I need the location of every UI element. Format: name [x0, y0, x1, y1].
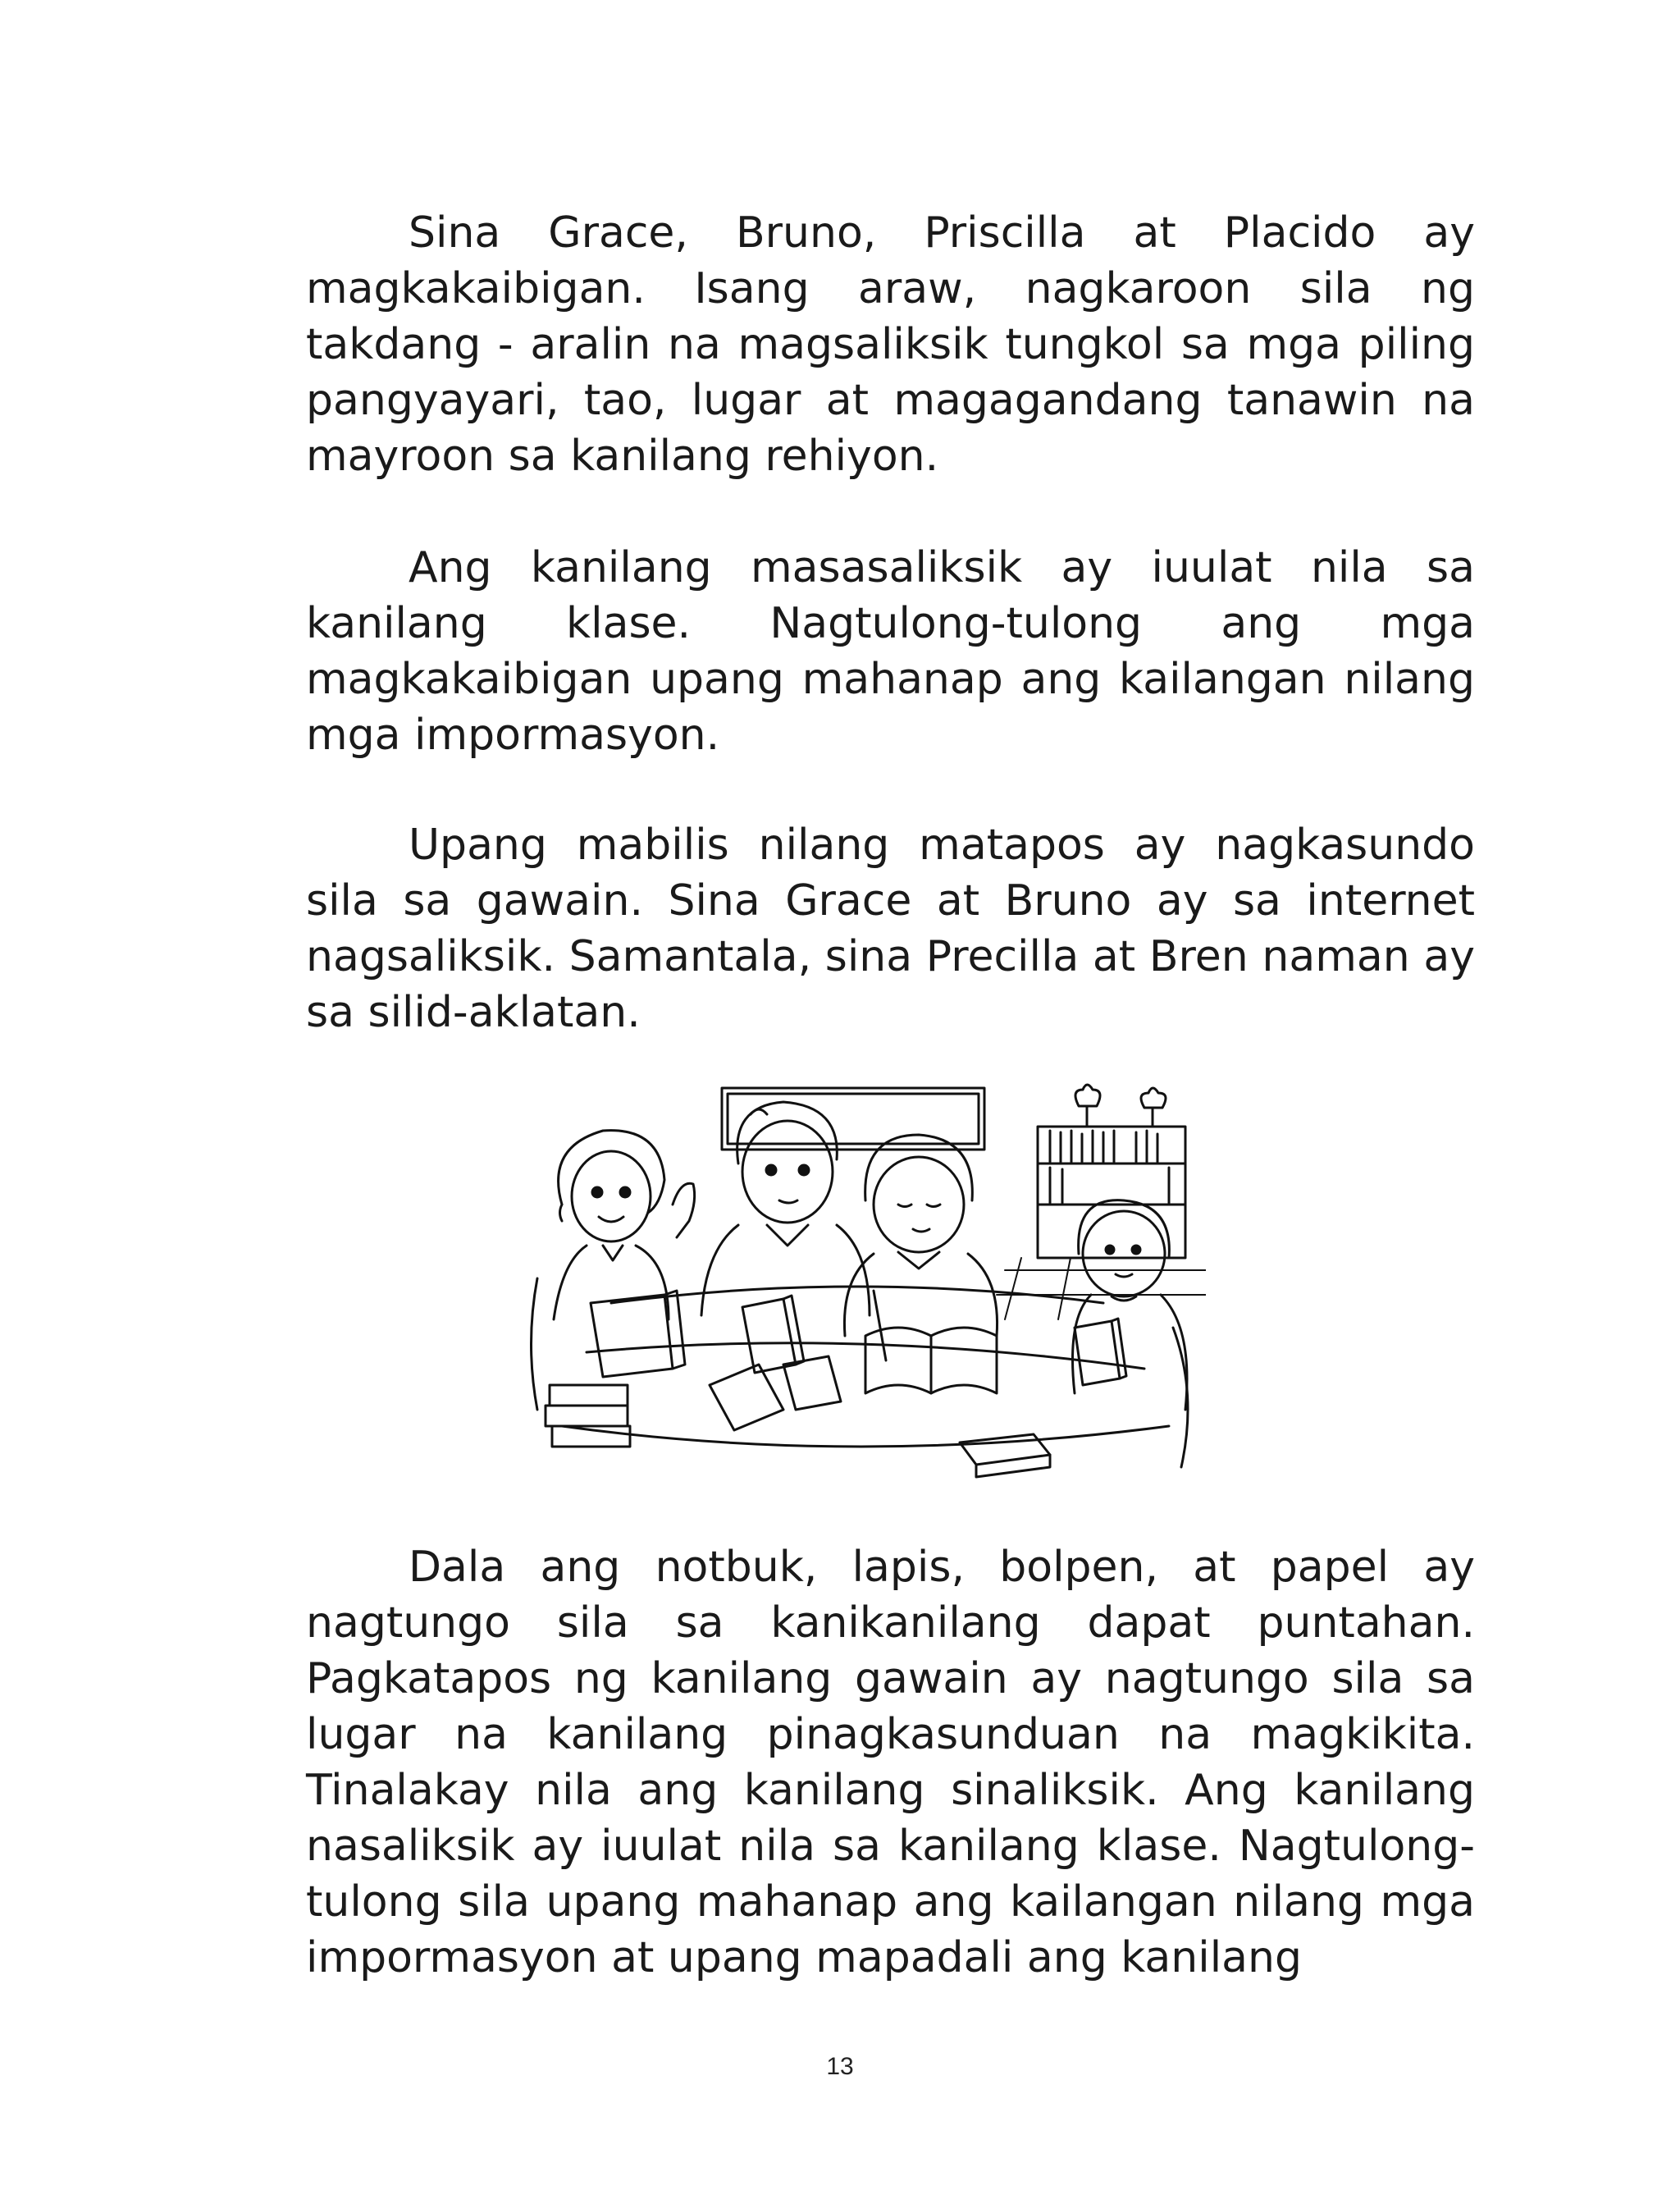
paragraph-4: Dala ang notbuk, lapis, bolpen, at papel ay nagtungo sila sa kanikanilang dapat puntahan. Pagkatapos ng kanilang gawain ay nagtungo sila sa lugar na kanilang pinagkasunduan na magkikita. Tinalakay nila ang kanilang sinaliksik. Ang kanilang nasaliksik ay iuulat nila sa kanilang klase. Nagtulong-tulong sila upang mahanap ang kailangan nilang mga impormasyon at upang mapadali ang kanilang [306, 1543, 1475, 1982]
book-center-drawing [742, 1296, 804, 1373]
paragraph-1: Sina Grace, Bruno, Priscilla at Placido ay magkakaibigan. Isang araw, nagkaroon sila ng takdang - aralin na magsaliksik tungkol sa mga piling pangyayari, tao, lugar at magagandang tanawin na mayroon sa kanilang rehiyon. [306, 208, 1475, 481]
child-girl-writing-drawing [844, 1135, 997, 1360]
book-stack-drawing [546, 1385, 630, 1447]
book-left-drawing [591, 1291, 685, 1377]
book-right-drawing [1075, 1319, 1126, 1385]
paragraph-3: Upang mabilis nilang matapos ay nagkasundo sila sa gawain. Sina Grace at Bruno ay sa internet nagsaliksik. Samantala, sina Precilla at Bren naman ay sa silid-aklatan. [306, 821, 1475, 1037]
paragraph-2: Ang kanilang masasaliksik ay iuulat nila sa kanilang klase. Nagtulong-tulong ang mga magkakaibigan upang mahanap ang kailangan nilang mga impormasyon. [306, 543, 1475, 760]
children-studying-illustration [513, 1081, 1206, 1488]
child-boy-right-drawing [1073, 1200, 1188, 1410]
bookshelf-drawing [1038, 1085, 1185, 1258]
page-number: 13 [826, 2053, 854, 2080]
